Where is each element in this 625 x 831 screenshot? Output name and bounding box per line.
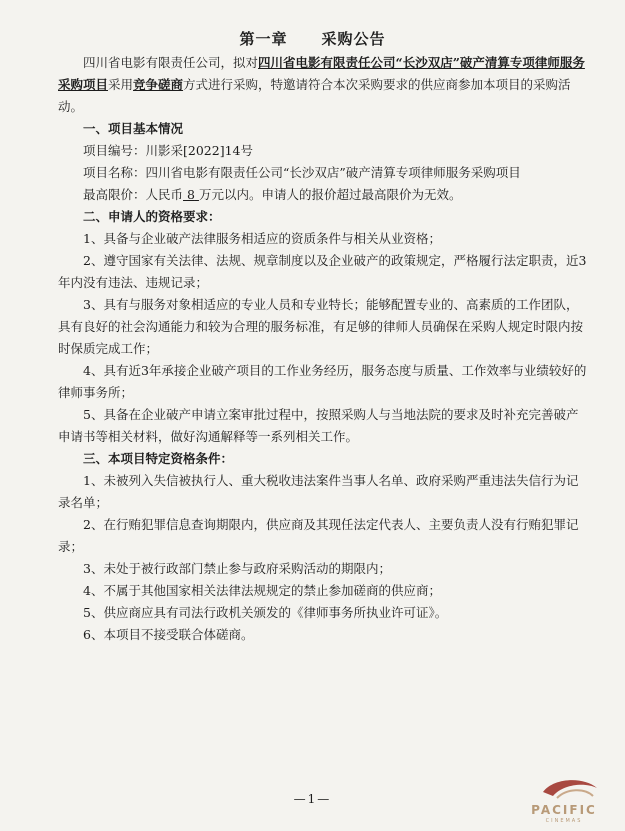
- section2-item: 3、具有与服务对象相适应的专业人员和专业特长；能够配置专业的、高素质的工作团队，具有良好的社会沟通能力和较为合理的服务标准，有足够的律师人员确保在采购人规定时限内按时保质完成工作；: [58, 297, 584, 356]
- project-number: 项目编号：川影采[2022]14号: [83, 143, 253, 158]
- section3-item: 1、未被列入失信被执行人、重大税收违法案件当事人名单、政府采购严重违法失信行为记录名单；: [58, 473, 579, 510]
- section2-item: 4、具有近3年承接企业破产项目的工作业务经历，服务态度与质量、工作效率与业绩较好的律师事务所；: [58, 363, 587, 400]
- intro-paragraph: 四川省电影有限责任公司，拟对四川省电影有限责任公司“长沙双店”破产清算专项律师服务采购项目采用竞争磋商方式进行采购，特邀请符合本次采购要求的供应商参加本项目的采购活动。: [58, 55, 585, 114]
- project-name: 项目名称：四川省电影有限责任公司“长沙双店”破产清算专项律师服务采购项目: [83, 165, 521, 180]
- section2-item: 1、具备与企业破产法律服务相适应的资质条件与相关从业资格；: [83, 231, 441, 246]
- section2-item: 2、遵守国家有关法律、法规、规章制度以及企业破产的政策规定，严格履行法定职责，近3年内没有违法、违规记录；: [58, 253, 587, 290]
- price-value: 8: [187, 187, 195, 202]
- project-highlight: 四川省电影有限责任公司“长沙双店”破产清算专项律师服务采购项目: [58, 55, 585, 92]
- section3-item: 5、供应商应具有司法行政机关颁发的《律师事务所执业许可证》。: [83, 605, 448, 620]
- title-name: 采购公告: [321, 30, 386, 48]
- page-title: [0, 28, 625, 49]
- document-body: [58, 52, 588, 646]
- section3-item: 4、不属于其他国家相关法律法规规定的禁止参加磋商的供应商；: [83, 583, 441, 598]
- procurement-method: 竞争磋商: [133, 77, 184, 92]
- logo-subtext: CINEMAS: [545, 818, 583, 824]
- section2-item: 5、具备在企业破产申请立案审批过程中，按照采购人与当地法院的要求及时补充完善破产申请书等相关材料，做好沟通解释等一系列相关工作。: [58, 407, 579, 444]
- section1-heading: 一、项目基本情况: [83, 121, 184, 136]
- logo-text: PACIFIC: [531, 803, 597, 817]
- section3-heading: 三、本项目特定资格条件：: [83, 451, 234, 466]
- page-number: —1—: [293, 792, 332, 806]
- section3-item: 3、未处于被行政部门禁止参与政府采购活动的期限内；: [83, 561, 391, 576]
- section3-item: 2、在行贿犯罪信息查询期限内，供应商及其现任法定代表人、主要负责人没有行贿犯罪记录；: [58, 517, 579, 554]
- price-limit: 最高限价：人民币 8 万元以内。申请人的报价超过最高限价为无效。: [83, 187, 462, 202]
- title-chapter: 第一章: [239, 30, 288, 48]
- section2-heading: 二、申请人的资格要求：: [83, 209, 221, 224]
- section3-item: 6、本项目不接受联合体磋商。: [83, 627, 254, 642]
